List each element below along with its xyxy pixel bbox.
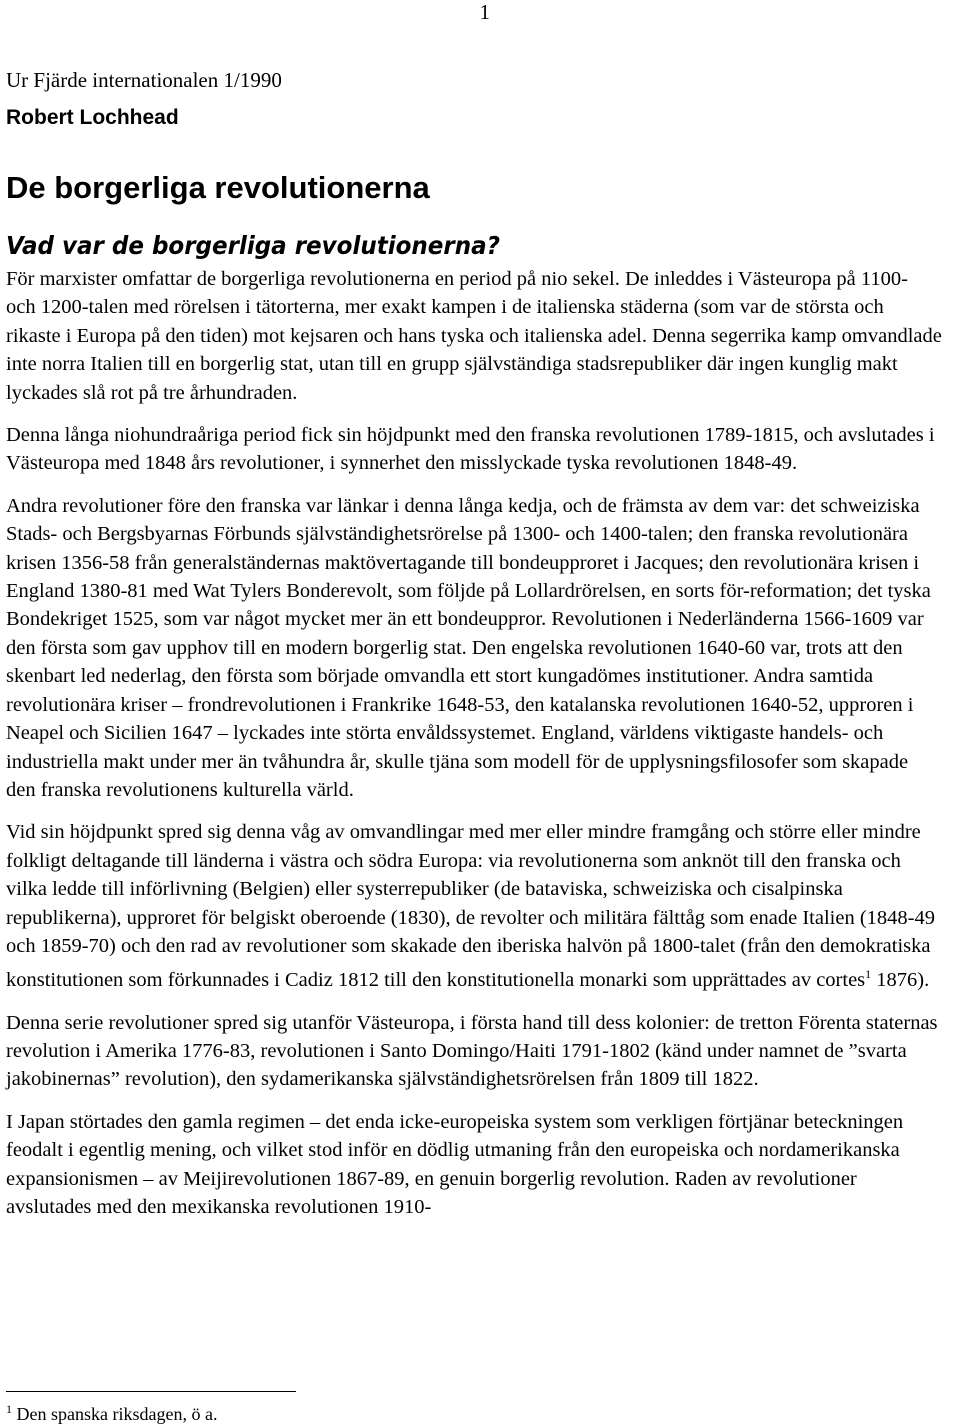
paragraph-4-text: Vid sin höjdpunkt spred sig denna våg av omvandlingar med mer eller mindre framgång och större eller mindre folkligt deltagande till länderna i västra och södra Europa: via revolutionerna som anknöt till den franska och vilka ledde till införlivning (Belgien) eller systerrepubliker (de bataviska, schweiziska och cisalpinska republikerna), upproret för belgiskt oberoende (1830), de revolter och militära fälttåg som enade Italien (1848-49 och 1859-70) och den rad av revolutioner som skakade den iberiska halvön på 1800-talet (från den demokratiska konstitutionen som förkunnades i Cadiz 1812 till den konstitutionella monarki som upprättades av cortes <box>6 821 935 992</box>
section-subtitle: Vad var de borgerliga revolutionerna? <box>6 231 500 260</box>
paragraph-4-tail: 1876). <box>871 969 930 992</box>
paragraph-5: Denna serie revolutioner spred sig utanför Västeuropa, i första hand till dess kolonier: de tretton Förenta staternas revolution i Amerika 1776-83, revolutionen i Santo Domingo/Haiti 1791-1802 (känd under namnet de ”svarta jakobinernas” revolution), den sydamerikanska självständighetsrörelsen från 1809 till 1822. <box>6 1011 938 1091</box>
paragraph-1: För marxister omfattar de borgerliga revolutionerna en period på nio sekel. De inleddes i Västeuropa på 1100- och 1200-talen med rörelsen i tätorterna, mer exakt kampen i de italienska städerna (som var de största och rikaste i Europa på den tiden) mot kejsaren och hans tyska och italienska adel. Denna segerrika kamp omvandlade inte norra Italien till en borgerlig stat, utan till en grupp självständiga stadsrepubliker där ingen kunglig makt lyckades slå rot på tre århundraden. <box>6 268 942 404</box>
footnote-divider <box>6 1391 296 1392</box>
article-body <box>6 265 942 1235</box>
paragraph-2: Denna långa niohundraåriga period fick sin höjdpunkt med den franska revolutionen 1789-1815, och avslutades i Västeuropa med 1848 års revolutioner, i synnerhet den misslyckade tyska revolutionen 1848-49. <box>6 424 935 475</box>
paragraph-6: I Japan störtades den gamla regimen – det enda icke-europeiska system som verkligen förtjänar beteckningen feodalt i egentlig mening, och vilket stod inför en dödlig utmaning från den europeiska och nordamerikanska expansionismen – av Meijirevolutionen 1867-89, en genuin borgerlig revolution. Raden av revolutioner avslutades med den mexikanska revolutionen 1910- <box>6 1110 904 1219</box>
footnote-number: 1 <box>6 1402 12 1416</box>
footnote-reference: 1 <box>865 967 872 982</box>
footnote <box>6 1402 217 1425</box>
paragraph-4 <box>6 818 942 994</box>
source-line: Ur Fjärde internationalen 1/1990 <box>6 68 282 92</box>
author-name: Robert Lochhead <box>6 106 179 129</box>
paragraph-3: Andra revolutioner före den franska var länkar i denna långa kedja, och de främsta av dem var: det schweiziska Stads- och Bergsbyarnas Förbunds självständighetsrörelse på 1300- och 1400-talen; den franska revolutionära krisen 1356-58 från generalständernas maktövertagande till bondeupproret i Jacques; den revolutionära krisen i England 1380-81 med Wat Tylers Bonderevolt, som följde på Lollardrörelsen, en sorts för-reformation; det tyska Bondekriget 1525, som var något mycket mer än ett bondeuppror. Revolutionen i Nederländerna 1566-1609 var den första som gav upphov till en modern borgerlig stat. Den engelska revolutionen 1640-60 var, trots att den skenbart led nederlag, den första som började omvandla ett stort kungadömes institutioner. Andra samtida revolutionära kriser – frondrevolutionen i Frankrike 1648-53, den katalanska revolutionen 1640-52, upproren i Neapel och Sicilien 1647 – lyckades inte störta envåldssystemet. England, världens viktigaste handels- och industriella makt under mer än tvåhundra år, skulle tjäna som modell för de upplysningsfilosofer som skapade den franska revolutionens kulturella värld. <box>6 494 931 801</box>
page-title: De borgerliga revolutionerna <box>6 170 430 205</box>
page-number: 1 <box>479 0 490 24</box>
footnote-text: Den spanska riksdagen, ö a. <box>12 1404 218 1424</box>
